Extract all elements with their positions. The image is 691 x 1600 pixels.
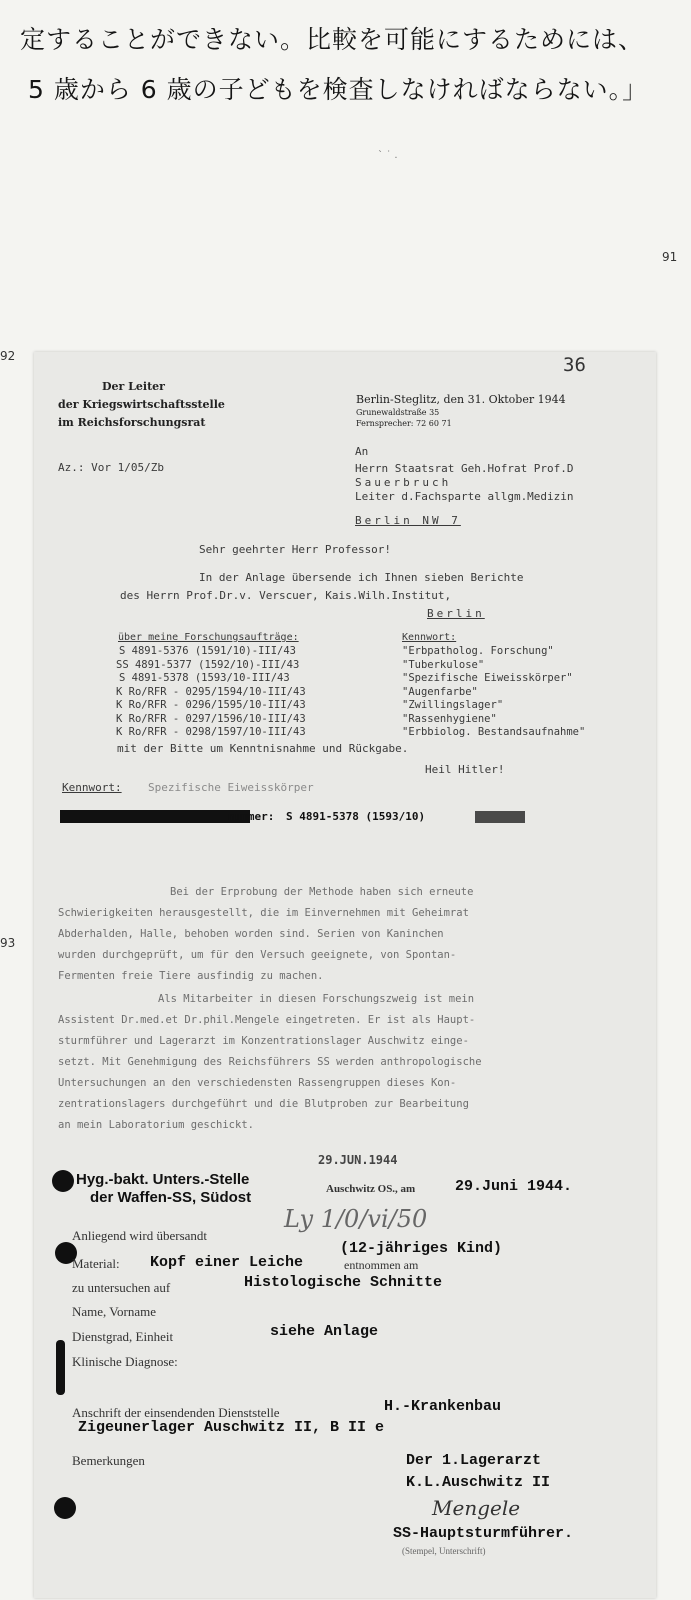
- report-text-line: setzt. Mit Genehmigung des Reichsführers SS werden anthropologische: [58, 1056, 482, 1068]
- form-diagnosis-label: Klinische Diagnose:: [72, 1354, 178, 1369]
- report-text-line: zentrationslagers durchgeführt und die Blutproben zur Bearbeitung: [58, 1098, 469, 1110]
- print-smudge: ` ˙ .: [378, 150, 398, 161]
- salutation: Sehr geehrter Herr Professor!: [199, 543, 392, 556]
- letter-body-2: des Herrn Prof.Dr.v. Verscuer, Kais.Wilh.Institut,: [120, 589, 452, 602]
- research-item-ref: K Ro/RFR - 0298/1597/10-III/43: [116, 726, 306, 738]
- stamp-date: 29.JUN.1944: [318, 1153, 398, 1167]
- report-text-line: wurden durchgeprüft, um für den Versuch geeignete, von Spontan-: [58, 949, 457, 961]
- report-text-line: Bei der Erprobung der Methode haben sich erneute: [170, 886, 474, 898]
- form-child: (12-jähriges Kind): [340, 1240, 503, 1257]
- research-item-name: "Rassenhygiene": [402, 712, 497, 725]
- report-text-line: Assistent Dr.med.et Dr.phil.Mengele eingetreten. Er ist als Haupt-: [58, 1014, 476, 1026]
- report-text-line: Fermenten freie Tiere ausfindig zu machen.: [58, 970, 324, 982]
- handwritten-signature: Mengele: [432, 1496, 521, 1520]
- report-text-line: an mein Laboratorium geschickt.: [58, 1119, 254, 1131]
- letter-body-3: Berlin: [427, 607, 485, 620]
- form-name-label: Name, Vorname: [72, 1304, 156, 1319]
- sender-address: Grunewaldstraße 35: [356, 408, 440, 417]
- japanese-text-line-1: 定することができない。比較を可能にするためには、: [20, 25, 645, 54]
- recipient-city: Berlin NW 7: [355, 514, 461, 527]
- form-enclosed-label: Anliegend wird übersandt: [72, 1228, 208, 1243]
- research-item-name: "Spezifische Eiweisskörper": [402, 672, 573, 684]
- research-item-name: "Erbbiolog. Bestandsaufnahme": [402, 726, 586, 738]
- form-taken-label: entnommen am: [344, 1258, 419, 1272]
- japanese-text-line-2: 5 歳から 6 歳の子どもを検査しなければならない。」: [28, 75, 649, 104]
- form-date: 29.Juni 1944.: [455, 1178, 573, 1195]
- letter-page-number: 36: [563, 354, 586, 376]
- sender-phone: Fernsprecher: 72 60 71: [356, 419, 452, 428]
- form-address-value-2: Zigeunerlager Auschwitz II, B II e: [78, 1419, 385, 1436]
- sender-line-2: der Kriegswirtschaftsstelle: [58, 398, 225, 411]
- report-text-line: Untersuchungen an den verschiedensten Rassengruppen dieses Kon-: [58, 1077, 457, 1089]
- punch-hole: [52, 1170, 74, 1192]
- research-item-ref: S 4891-5376 (1591/10)-III/43: [119, 645, 297, 657]
- handwritten-reference: Ly 1/0/vi/50: [284, 1205, 428, 1233]
- report-text-line: Schwierigkeiten herausgestellt, die im Einvernehmen mit Geheimrat: [58, 907, 469, 919]
- letter-body-1: In der Anlage übersende ich Ihnen sieben Berichte: [199, 571, 524, 584]
- form-org-1: Hyg.-bakt. Unters.-Stelle: [76, 1171, 250, 1188]
- nummer-value: S 4891-5378 (1593/10): [286, 810, 426, 823]
- report-text-line: Abderhalden, Halle, behoben worden sind. Serien von Kaninchen: [58, 928, 444, 940]
- research-item-ref: SS 4891-5377 (1592/10)-III/43: [116, 658, 300, 671]
- form-signer-3: SS-Hauptsturmführer.: [393, 1525, 574, 1542]
- research-item-name: "Tuberkulose": [402, 658, 485, 671]
- research-item-name: "Erbpatholog. Forschung": [402, 645, 554, 657]
- form-place: Auschwitz OS., am: [326, 1183, 416, 1195]
- letter-greeting: Heil Hitler!: [425, 763, 505, 776]
- form-stamp-note: (Stempel, Unterschrift): [402, 1546, 486, 1556]
- punch-hole: [54, 1497, 76, 1519]
- column-header-right: Kennwort:: [402, 632, 457, 643]
- research-item-ref: K Ro/RFR - 0296/1595/10-III/43: [116, 699, 306, 711]
- form-signer-1: Der 1.Lagerarzt: [406, 1452, 542, 1469]
- form-address-value-1: H.-Krankenbau: [384, 1398, 502, 1415]
- form-remarks-label: Bemerkungen: [72, 1453, 145, 1468]
- kennwort-label: Kennwort:: [62, 781, 122, 794]
- recipient-line-3: Leiter d.Fachsparte allgm.Medizin: [355, 490, 574, 503]
- form-material-value: Kopf einer Leiche: [150, 1254, 304, 1271]
- recipient-line-1: Herrn Staatsrat Geh.Hofrat Prof.D: [355, 462, 574, 475]
- page-number-right: 91: [662, 250, 678, 264]
- form-signer-2: K.L.Auschwitz II: [406, 1474, 551, 1491]
- redaction-bar-2: [475, 811, 525, 823]
- redaction-bar: [60, 810, 250, 823]
- letter-closing: mit der Bitte um Kenntnisnahme und Rückgabe.: [117, 742, 409, 755]
- form-examine-value: Histologische Schnitte: [244, 1274, 443, 1291]
- form-org-2: der Waffen-SS, Südost: [90, 1189, 252, 1206]
- sender-line-3: im Reichsforschungsrat: [58, 416, 206, 429]
- report-text-line: sturmführer und Lagerarzt im Konzentrationslager Auschwitz einge-: [58, 1035, 469, 1047]
- form-material-label: Material:: [72, 1256, 120, 1271]
- page-number-left-mid: 93: [0, 936, 16, 950]
- report-text-line: Als Mitarbeiter in diesen Forschungszweig ist mein: [158, 993, 475, 1005]
- research-item-name: "Augenfarbe": [402, 685, 478, 698]
- place-date: Berlin-Steglitz, den 31. Oktober 1944: [356, 393, 566, 406]
- form-see-attached: siehe Anlage: [270, 1323, 379, 1340]
- kennwort-value: Spezifische Eiweisskörper: [148, 781, 314, 794]
- sender-line-1: Der Leiter: [102, 380, 165, 393]
- form-address-label: Anschrift der einsendenden Dienststelle: [72, 1405, 280, 1420]
- recipient-to: An: [355, 445, 369, 458]
- research-item-ref: S 4891-5378 (1593/10-III/43: [119, 672, 290, 684]
- research-item-name: "Zwillingslager": [402, 699, 504, 711]
- nummer-label: nummer:: [228, 810, 275, 823]
- reference-number: Az.: Vor 1/05/Zb: [58, 461, 164, 474]
- column-header-left: über meine Forschungsaufträge:: [118, 632, 299, 643]
- form-examine-label: zu untersuchen auf: [72, 1280, 171, 1295]
- research-item-ref: K Ro/RFR - 0297/1596/10-III/43: [116, 712, 306, 725]
- page-number-left-top: 92: [0, 349, 16, 363]
- form-rank-label: Dienstgrad, Einheit: [72, 1329, 174, 1344]
- punch-mark: [56, 1340, 65, 1395]
- recipient-line-2: Sauerbruch: [355, 476, 452, 489]
- research-item-ref: K Ro/RFR - 0295/1594/10-III/43: [116, 685, 306, 698]
